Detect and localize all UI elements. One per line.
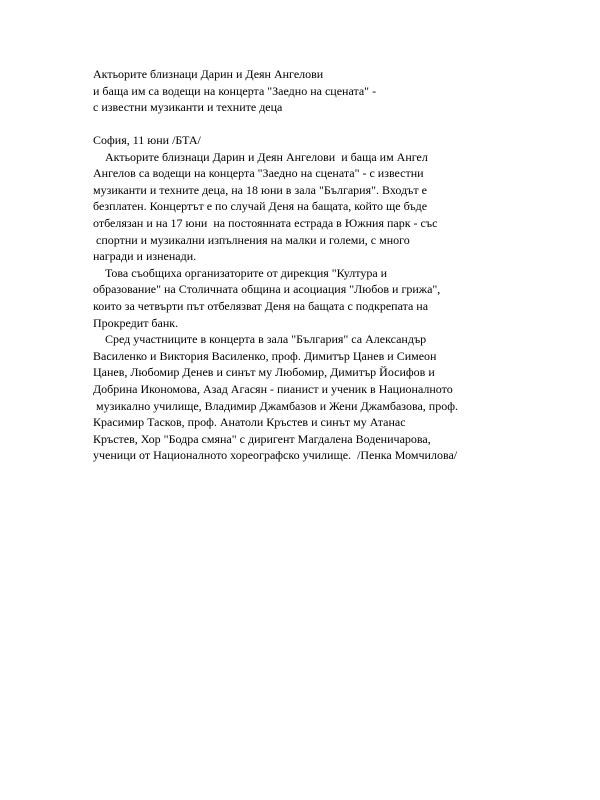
headline-line: и баща им са водещи на концерта "Заедно на сцената" - [93, 83, 377, 98]
article-line: Красимир Тасков, проф. Анатоли Кръстев и синът му Атанас [93, 415, 406, 430]
article-line: Това съобщиха организаторите от дирекция "Култура и [93, 265, 388, 280]
article-line: музиканти и техните деца, на 18 юни в зала "България". Входът е [93, 182, 427, 197]
article-line: награди и изненади. [93, 249, 197, 264]
headline-line: с известни музиканти и техните деца [93, 100, 283, 115]
article-line: музикално училище, Владимир Джамбазов и Жени Джамбазова, проф. [93, 398, 458, 413]
article-line: отбелязан и на 17 юни на постоянната естрада в Южния парк - със [93, 215, 438, 230]
headline [93, 66, 553, 116]
article-line: които за четвърти път отбелязват Деня на бащата с подкрепата на [93, 298, 429, 313]
article-body [93, 132, 553, 464]
article-line: Прокредит банк. [93, 315, 179, 330]
headline-line: Актьорите близнаци Дарин и Деян Ангелови [93, 67, 324, 81]
article-line: Актьорите близнаци Дарин и Деян Ангелови и баща им Ангел [93, 149, 428, 164]
article-line: Василенко и Виктория Василенко, проф. Димитър Цанев и Симеон [93, 348, 437, 363]
article-line: Кръстев, Хор "Бодра смяна" с диригент Магдалена Воденичарова, [93, 431, 431, 446]
dateline: София, 11 юни /БТА/ [93, 133, 201, 147]
article-line: спортни и музикални изпълнения на малки и големи, с много [93, 232, 410, 247]
article-line: Ангелов са водещи на концерта "Заедно на сцената" - с известни [93, 166, 424, 181]
article-line: Сред участниците в концерта в зала "България" са Александър [93, 332, 427, 347]
article-line: Добрина Икономова, Азад Агасян - пианист и ученик в Националното [93, 381, 453, 396]
article-line: безплатен. Концертът е по случай Деня на бащата, който ще бъде [93, 199, 428, 214]
article-line: Цанев, Любомир Денев и синът му Любомир, Димитър Йосифов и [93, 365, 435, 380]
article-line: ученици от Националното хореографско училище. /Пенка Момчилова/ [93, 448, 458, 463]
article-line: образование" на Столичната община и асоциация "Любов и грижа", [93, 282, 441, 297]
